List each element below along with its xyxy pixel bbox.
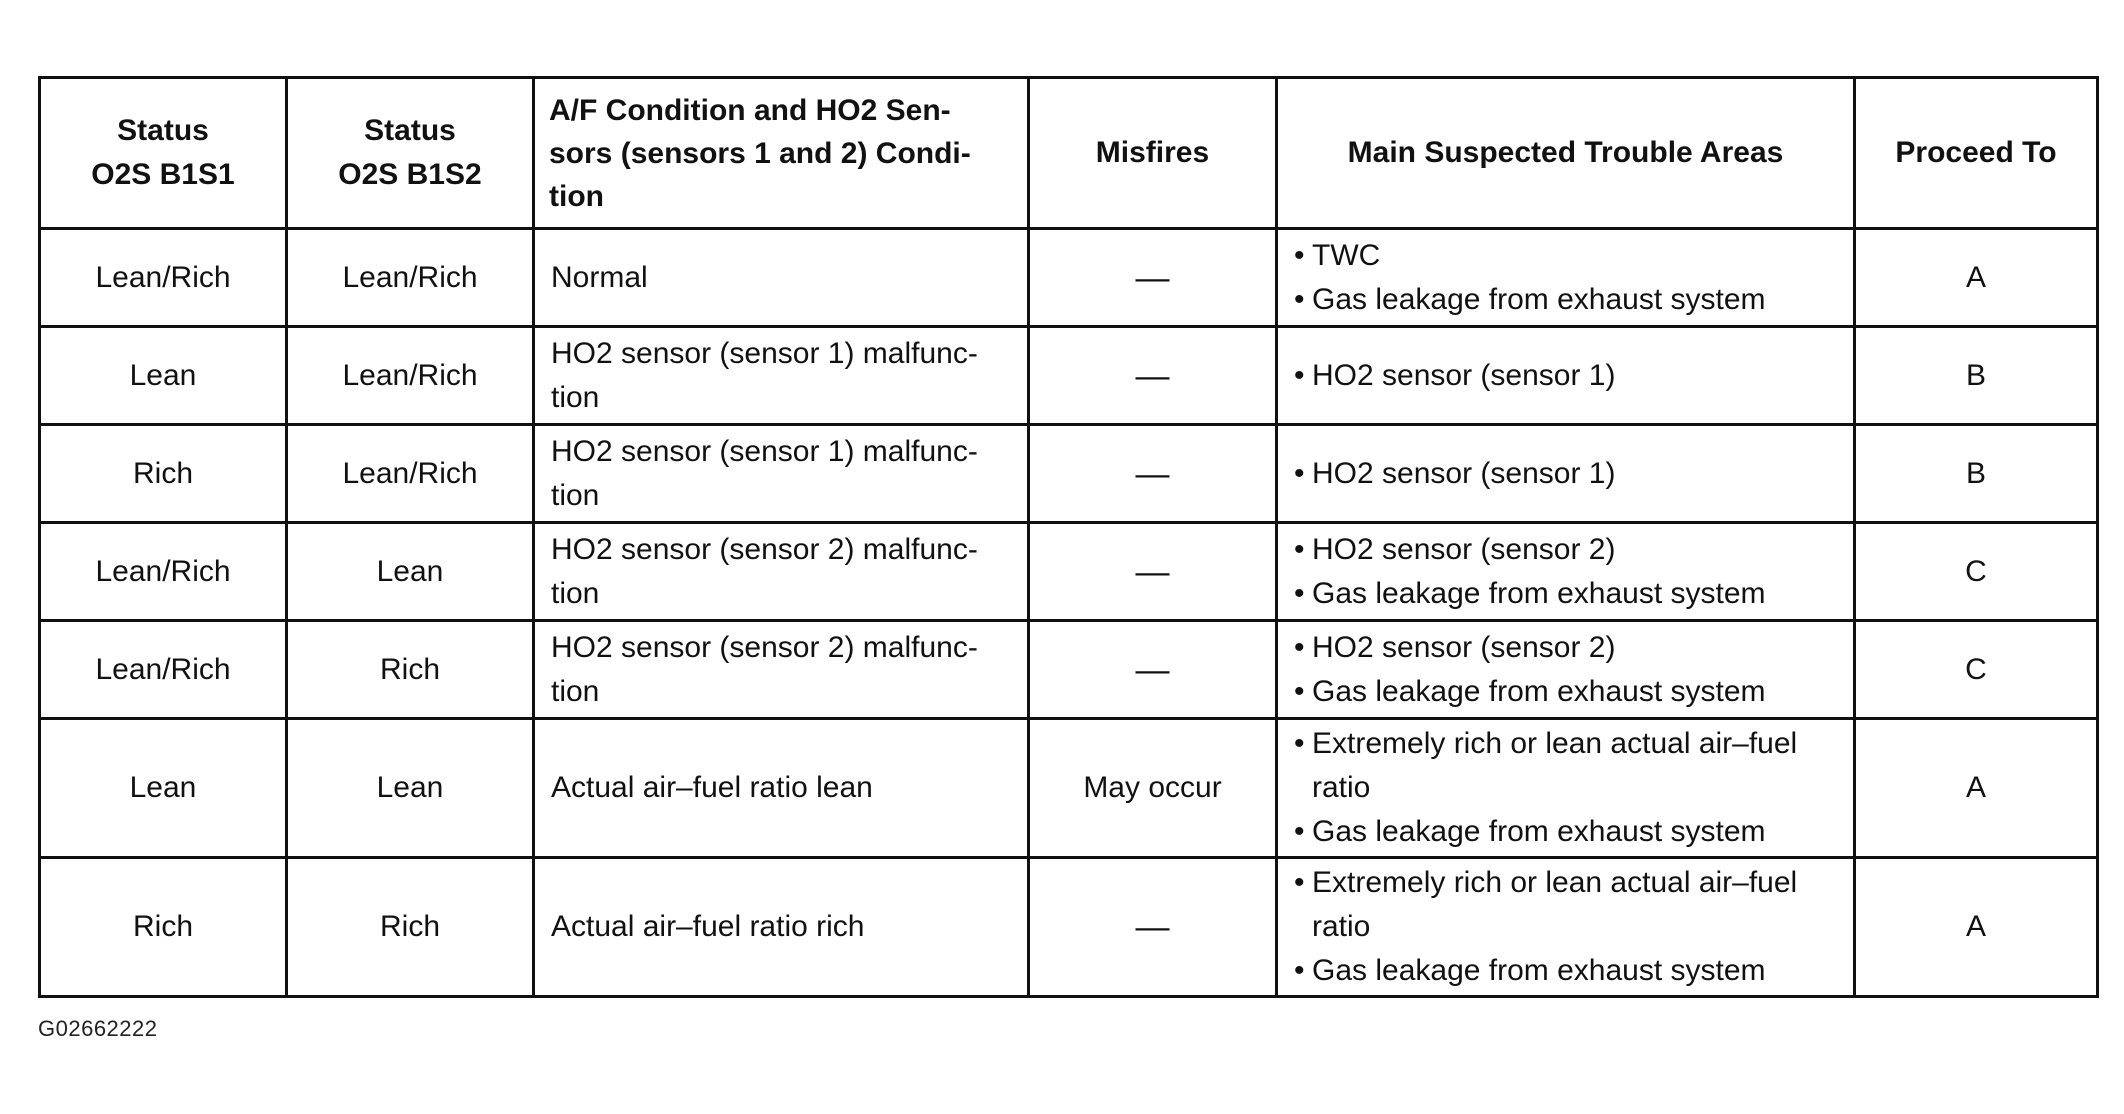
header-text-line: Status: [117, 114, 209, 147]
cell-proceed-to: A: [1855, 719, 2098, 858]
header-text-line: Misfires: [1095, 136, 1210, 169]
cell-proceed-to: C: [1855, 523, 2098, 621]
bullet-list: [1294, 722, 1837, 854]
cell-af-condition: [534, 858, 1029, 997]
bullet-icon: •: [1294, 727, 1305, 760]
cell-misfires: —: [1029, 425, 1277, 523]
cell-text-line: HO2 sensor (sensor 2) malfunc-: [551, 630, 978, 664]
header-text-line: Proceed To: [1895, 136, 2057, 169]
bullet-list: [1294, 528, 1837, 616]
bullet-icon: •: [1294, 532, 1305, 566]
table-row: [40, 621, 2098, 719]
cell-trouble-areas: [1277, 719, 1855, 858]
cell-text-line: Gas leakage from exhaust system: [1312, 282, 1766, 316]
header-text-line: O2S B1S1: [91, 158, 235, 191]
cell-status-b1s1: Lean: [40, 719, 287, 858]
list-item: [1294, 234, 1837, 278]
cell-trouble-areas: [1277, 523, 1855, 621]
cell-status-b1s1: Lean/Rich: [40, 229, 287, 327]
cell-misfires: May occur: [1029, 719, 1277, 858]
cell-text-line: ratio: [1312, 771, 1371, 804]
cell-text-line: Gas leakage from exhaust system: [1312, 815, 1766, 848]
table-row: [40, 523, 2098, 621]
cell-status-b1s1: Lean/Rich: [40, 621, 287, 719]
cell-text-line: Gas leakage from exhaust system: [1312, 674, 1766, 708]
cell-text-line: Gas leakage from exhaust system: [1312, 954, 1766, 987]
list-item: [1294, 354, 1837, 398]
cell-proceed-to: B: [1855, 327, 2098, 425]
cell-text-line: HO2 sensor (sensor 2): [1312, 532, 1616, 566]
cell-status-b1s1: Lean/Rich: [40, 523, 287, 621]
cell-af-condition: [534, 425, 1029, 523]
cell-text-line: HO2 sensor (sensor 1) malfunc-: [551, 434, 978, 468]
cell-text-line: HO2 sensor (sensor 2): [1312, 630, 1616, 664]
bullet-icon: •: [1294, 630, 1305, 664]
bullet-icon: •: [1294, 576, 1305, 610]
header-af-condition: [534, 78, 1029, 229]
header-misfires: [1029, 78, 1277, 229]
cell-trouble-areas: [1277, 229, 1855, 327]
header-proceed-to: [1855, 78, 2098, 229]
cell-status-b1s1: Lean: [40, 327, 287, 425]
bullet-list: [1294, 861, 1837, 993]
list-item: [1294, 670, 1837, 714]
cell-text-line: Extremely rich or lean actual air–fuel: [1312, 727, 1798, 760]
cell-status-b1s2: Lean: [287, 523, 534, 621]
cell-text-line: HO2 sensor (sensor 2) malfunc-: [551, 532, 978, 566]
bullet-icon: •: [1294, 456, 1305, 490]
cell-af-condition: [534, 327, 1029, 425]
bullet-icon: •: [1294, 238, 1305, 272]
cell-status-b1s2: Lean/Rich: [287, 425, 534, 523]
list-item: [1294, 810, 1837, 854]
bullet-list: [1294, 354, 1837, 398]
table-row: [40, 229, 2098, 327]
cell-text-line: tion: [551, 674, 600, 708]
cell-text-line: Normal: [551, 260, 648, 294]
cell-trouble-areas: [1277, 858, 1855, 997]
list-item: [1294, 861, 1837, 949]
header-main-suspected-trouble-areas: [1277, 78, 1855, 229]
bullet-icon: •: [1294, 815, 1305, 848]
cell-af-condition: [534, 523, 1029, 621]
cell-proceed-to: B: [1855, 425, 2098, 523]
header-status-o2s-b1s1: [40, 78, 287, 229]
table-body: [40, 229, 2098, 997]
list-item: [1294, 278, 1837, 322]
diagnostic-table: [38, 76, 2099, 998]
list-item: [1294, 626, 1837, 670]
cell-proceed-to: A: [1855, 229, 2098, 327]
cell-text-line: tion: [551, 576, 600, 610]
cell-text-line: ratio: [1312, 910, 1371, 943]
cell-text-line: tion: [551, 380, 600, 414]
table-row: [40, 425, 2098, 523]
table-row: [40, 327, 2098, 425]
cell-status-b1s1: Rich: [40, 425, 287, 523]
header-text-line: sors (sensors 1 and 2) Condi-: [549, 136, 971, 170]
cell-trouble-areas: [1277, 425, 1855, 523]
cell-proceed-to: C: [1855, 621, 2098, 719]
cell-misfires: —: [1029, 327, 1277, 425]
bullet-list: [1294, 626, 1837, 714]
cell-status-b1s1: Rich: [40, 858, 287, 997]
bullet-list: [1294, 452, 1837, 496]
bullet-list: [1294, 234, 1837, 322]
header-text-line: tion: [549, 179, 604, 213]
cell-text-line: Actual air–fuel ratio lean: [551, 771, 873, 804]
cell-text-line: tion: [551, 478, 600, 512]
cell-text-line: TWC: [1312, 238, 1381, 272]
bullet-icon: •: [1294, 866, 1305, 899]
cell-misfires: —: [1029, 621, 1277, 719]
cell-status-b1s2: Rich: [287, 621, 534, 719]
cell-text-line: HO2 sensor (sensor 1) malfunc-: [551, 336, 978, 370]
list-item: [1294, 722, 1837, 810]
cell-text-line: Actual air–fuel ratio rich: [551, 910, 865, 943]
cell-status-b1s2: Lean/Rich: [287, 327, 534, 425]
cell-status-b1s2: Lean/Rich: [287, 229, 534, 327]
cell-status-b1s2: Lean: [287, 719, 534, 858]
table-row: [40, 858, 2098, 997]
bullet-icon: •: [1294, 674, 1305, 708]
header-status-o2s-b1s2: [287, 78, 534, 229]
header-text-line: Main Suspected Trouble Areas: [1347, 136, 1784, 169]
cell-text-line: HO2 sensor (sensor 1): [1312, 358, 1616, 392]
cell-trouble-areas: [1277, 621, 1855, 719]
list-item: [1294, 572, 1837, 616]
header-row: [40, 78, 2098, 229]
header-text-line: Status: [364, 114, 456, 147]
bullet-icon: •: [1294, 358, 1305, 392]
cell-status-b1s2: Rich: [287, 858, 534, 997]
cell-proceed-to: A: [1855, 858, 2098, 997]
bullet-icon: •: [1294, 954, 1305, 987]
header-text-line: A/F Condition and HO2 Sen-: [549, 93, 951, 127]
header-text-line: O2S B1S2: [338, 158, 482, 191]
cell-text-line: Extremely rich or lean actual air–fuel: [1312, 866, 1798, 899]
cell-text-line: HO2 sensor (sensor 1): [1312, 456, 1616, 490]
cell-af-condition: [534, 621, 1029, 719]
bullet-icon: •: [1294, 282, 1305, 316]
cell-misfires: —: [1029, 523, 1277, 621]
cell-af-condition: [534, 229, 1029, 327]
cell-af-condition: [534, 719, 1029, 858]
list-item: [1294, 452, 1837, 496]
cell-misfires: —: [1029, 229, 1277, 327]
diagnostic-table-container: [38, 76, 2096, 998]
list-item: [1294, 528, 1837, 572]
table-row: [40, 719, 2098, 858]
list-item: [1294, 949, 1837, 993]
cell-text-line: Gas leakage from exhaust system: [1312, 576, 1766, 610]
figure-id: G02662222: [38, 1016, 158, 1041]
cell-trouble-areas: [1277, 327, 1855, 425]
cell-misfires: —: [1029, 858, 1277, 997]
